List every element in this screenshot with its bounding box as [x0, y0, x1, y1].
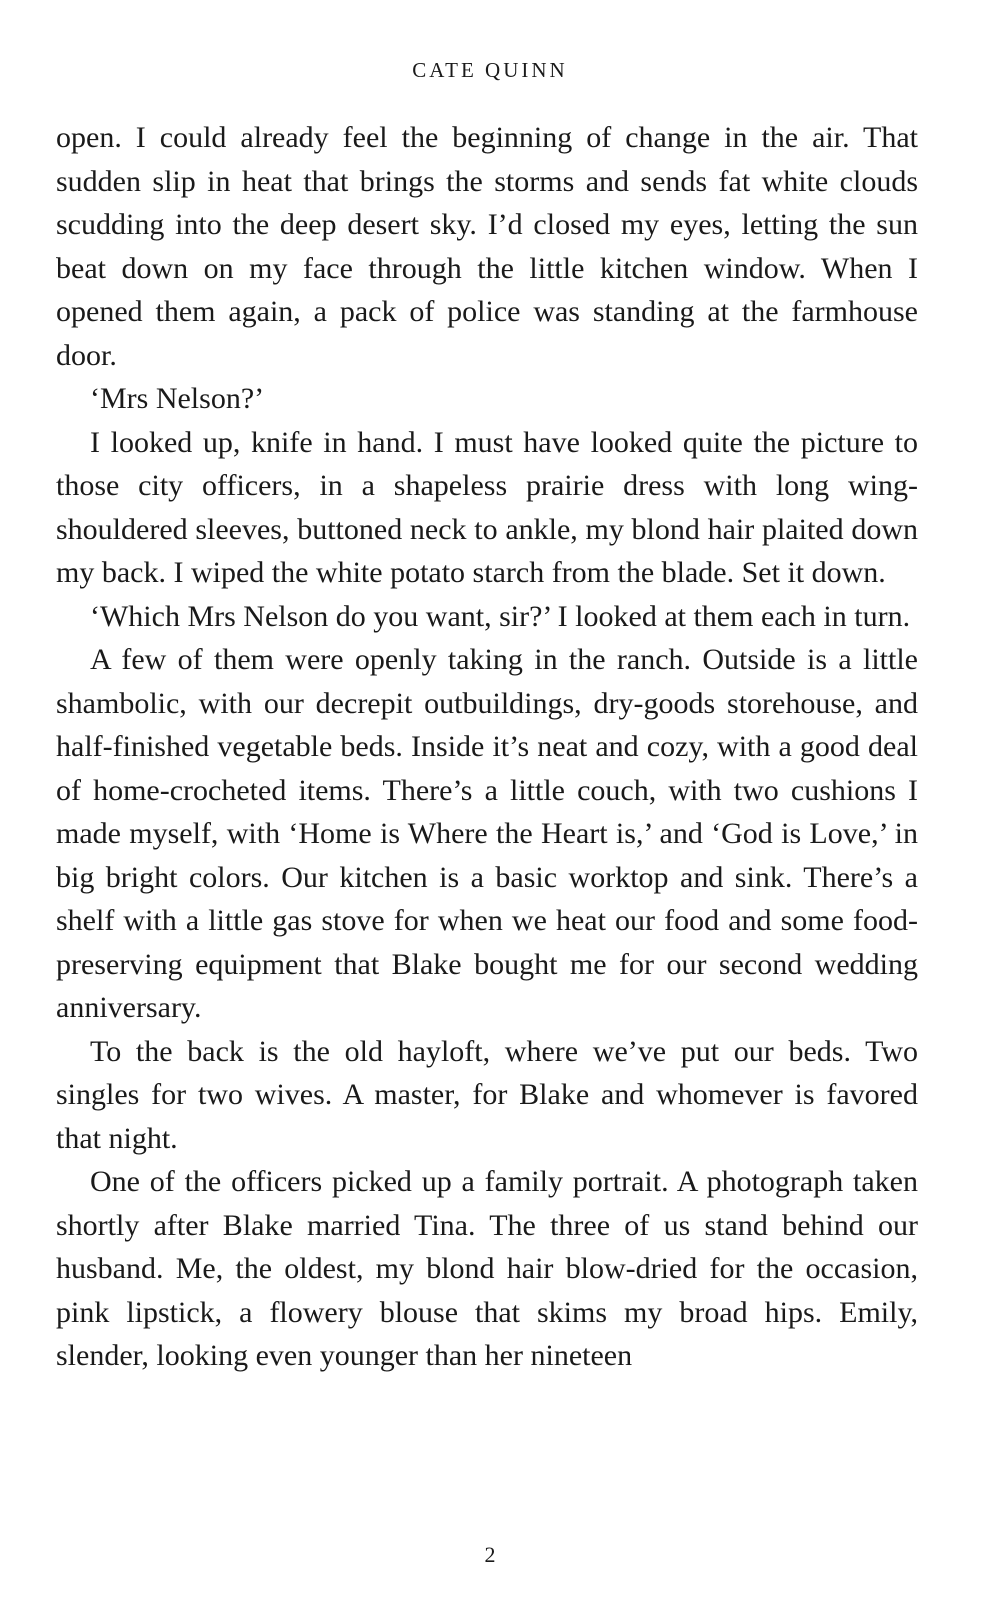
paragraph: ‘Which Mrs Nelson do you want, sir?’ I looked at them each in turn.	[90, 599, 911, 633]
paragraph: open. I could already feel the beginning of change in the air. That sudden slip in heat that brings the storms and sends fat white clouds scudding into the deep desert sky. I’d closed my eyes, letting the sun beat down on my face through the little kitchen window. When I opened them again, a pack of police was standing at the farmhouse door.	[56, 121, 918, 372]
running-head-author: CATE QUINN	[412, 58, 568, 82]
paragraph: To the back is the old hayloft, where we’ve put our beds. Two singles for two wives. A master, for Blake and whomever is favored that night.	[56, 1034, 918, 1155]
paragraph: I looked up, knife in hand. I must have looked quite the picture to those city officers, in a shapeless prairie dress with long wing-shouldered sleeves, buttoned neck to ankle, my blond hair plaited down my back. I wiped the white potato starch from the blade. Set it down.	[56, 425, 918, 589]
paragraph: One of the officers picked up a family portrait. A photograph taken shortly after Blake married Tina. The three of us stand behind our husband. Me, the oldest, my blond hair blow-dried for the occasion, pink lipstick, a flowery blouse that skims my broad hips. Emily, slender, looking even younger than her nineteen	[56, 1165, 918, 1372]
page-number: 2	[484, 1542, 496, 1567]
body-text	[56, 116, 918, 1378]
paragraph: A few of them were openly taking in the ranch. Outside is a little shambolic, with our decrepit outbuildings, dry-goods storehouse, and half-finished vegetable beds. Inside it’s neat and cozy, with a good deal of home-crocheted items. There’s a little couch, with two cushions I made myself, with ‘Home is Where the Heart is,’ and ‘God is Love,’ in big bright colors. Our kitchen is a basic worktop and sink. There’s a shelf with a little gas stove for when we heat our food and some food-preserving equipment that Blake bought me for our second wedding anniversary.	[56, 643, 918, 1024]
paragraph: ‘Mrs Nelson?’	[90, 382, 265, 415]
